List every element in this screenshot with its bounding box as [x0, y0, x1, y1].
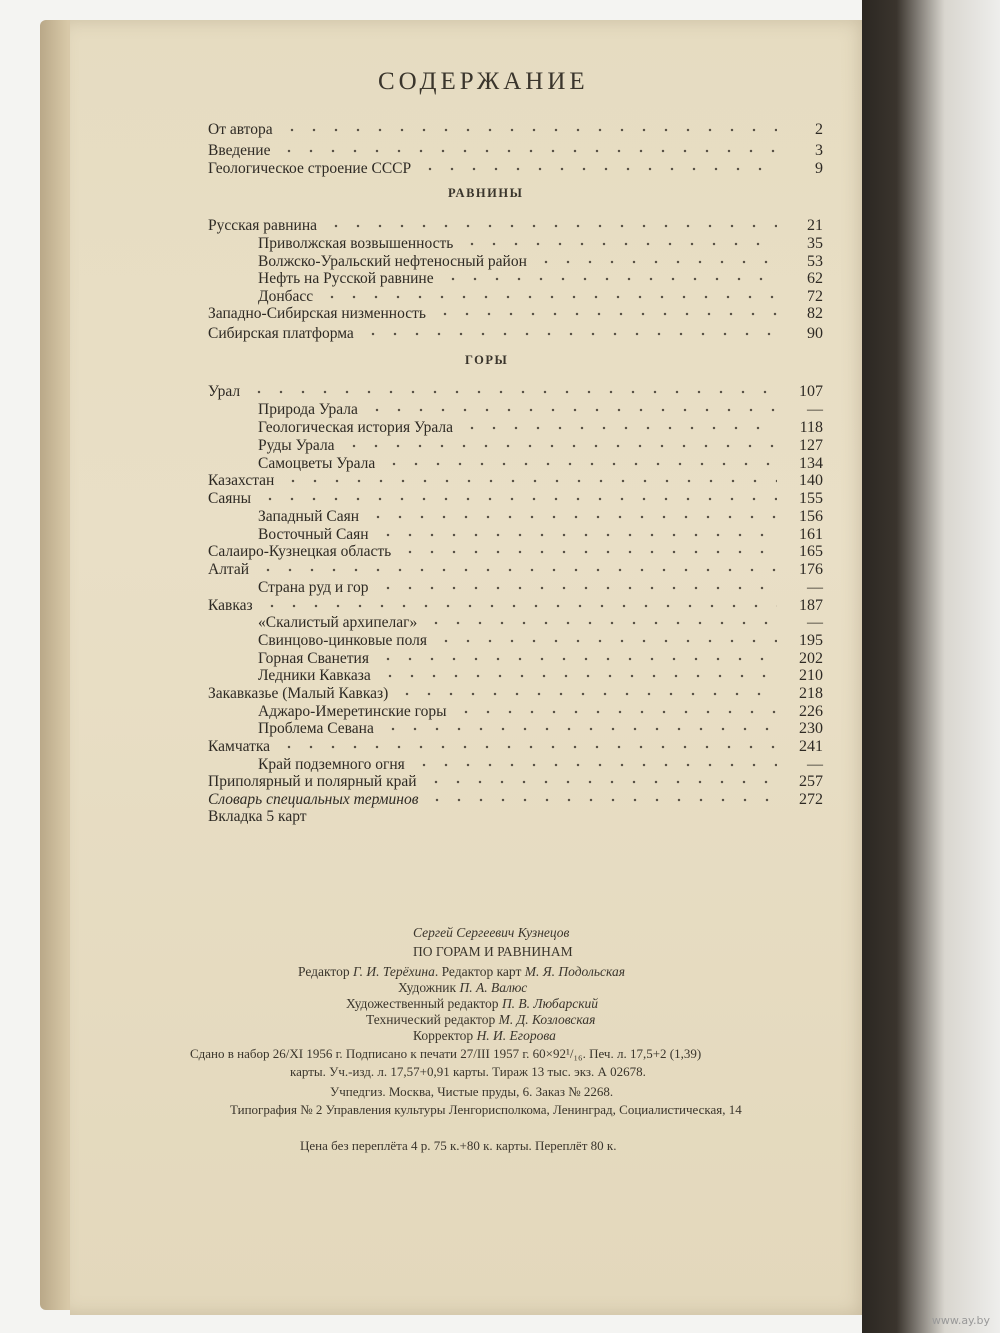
imprint-price: Цена без переплёта 4 р. 75 к.+80 к. карты. Переплёт 80 к. — [300, 1138, 617, 1153]
corrector-name: Н. И. Егорова — [476, 1028, 556, 1043]
toc-leader-dots — [362, 331, 777, 337]
toc-leader-dots — [399, 549, 777, 555]
imprint-print-line-2: карты. Уч.-изд. л. 17,57+0,91 карты. Тираж 13 тыс. экз. А 02678. — [290, 1064, 646, 1079]
toc-entry-label: Закавказье (Малый Кавказ) — [208, 685, 389, 702]
toc-entry-page: 165 — [799, 543, 823, 560]
toc-entry-page: 90 — [807, 325, 823, 342]
toc-entry-label: Приволжская возвышенность — [258, 235, 454, 252]
toc-entry-label: Самоцветы Урала — [258, 455, 376, 472]
toc-entry-label: Аджаро-Имеретинские горы — [258, 703, 447, 720]
toc-title: СОДЕРЖАНИЕ — [378, 68, 589, 95]
toc-leader-dots — [442, 276, 777, 282]
map-editor-name: М. Я. Подольская — [524, 964, 625, 979]
imprint-author: Сергей Сергеевич Кузнецов — [413, 925, 570, 940]
toc-leader-dots — [261, 603, 777, 609]
toc-entry — [258, 418, 823, 438]
toc-entry-label: Руды Урала — [258, 437, 335, 454]
toc-leader-dots — [413, 762, 777, 768]
toc-entry-page: 35 — [807, 235, 823, 252]
imprint-tech-editor — [366, 1012, 595, 1028]
toc-leader-dots — [425, 779, 777, 785]
toc-entry-label: Свинцово-цинковые поля — [258, 632, 427, 649]
imprint-book-title: ПО ГОРАМ И РАВНИНАМ — [413, 944, 573, 959]
toc-entry — [258, 666, 823, 686]
toc-leader-dots — [282, 478, 777, 484]
toc-leader-dots — [281, 127, 777, 133]
toc-entry-page: 202 — [799, 650, 823, 667]
toc-leader-dots — [426, 797, 777, 803]
toc-leader-dots — [455, 709, 777, 715]
toc-entry-label: Введение — [208, 142, 271, 159]
toc-entry-page: 72 — [807, 288, 823, 305]
toc-entry-page: 9 — [815, 160, 823, 177]
toc-leader-dots — [343, 443, 777, 449]
watermark: www.ay.by — [931, 1314, 990, 1327]
imprint-printer: Типография № 2 Управления культуры Ленгорисполкома, Ленинград, Социалистическая, 14 — [230, 1102, 742, 1117]
toc-leader-dots — [419, 166, 777, 172]
toc-section-heading: РАВНИНЫ — [448, 186, 524, 200]
toc-leader-dots — [461, 425, 777, 431]
toc-leader-dots — [379, 673, 777, 679]
toc-entry-page: — — [807, 579, 823, 596]
art-editor-name: П. В. Любарский — [501, 996, 599, 1011]
toc-entry — [258, 234, 823, 254]
toc-entry-label: Приполярный и полярный край — [208, 773, 417, 790]
toc-entry-label: Саяны — [208, 490, 252, 507]
toc-entry — [258, 436, 823, 456]
toc-entry-page: 161 — [799, 526, 823, 543]
toc-entry — [208, 471, 823, 491]
toc-leader-dots — [535, 259, 777, 265]
toc-entry-page: — — [807, 401, 823, 418]
toc-leader-dots — [377, 656, 777, 662]
toc-entry-label: Восточный Саян — [258, 526, 369, 543]
toc-leader-dots — [382, 726, 777, 732]
toc-entry-page: 62 — [807, 270, 823, 287]
toc-leader-dots — [377, 532, 777, 538]
toc-entry-page: — — [807, 614, 823, 631]
toc-entry-page: 210 — [799, 667, 823, 684]
toc-entry-page: 107 — [799, 383, 823, 400]
toc-entry-page: 140 — [799, 472, 823, 489]
toc-entry — [258, 400, 823, 420]
toc-leader-dots — [248, 389, 777, 395]
toc-leader-dots — [278, 148, 777, 154]
toc-entry — [208, 684, 823, 704]
toc-entry-page: 3 — [815, 142, 823, 159]
toc-leader-dots — [435, 638, 777, 644]
toc-entry — [208, 141, 823, 161]
toc-entry — [208, 772, 823, 792]
artist-role: Художник — [398, 980, 460, 995]
toc-entry-page: 187 — [799, 597, 823, 614]
toc-entry-page: 241 — [799, 738, 823, 755]
toc-entry — [208, 737, 823, 757]
toc-entry-page: 82 — [807, 305, 823, 322]
toc-entry-label: «Скалистый архипелаг» — [258, 614, 418, 631]
toc-section-heading: ГОРЫ — [465, 353, 509, 367]
toc-entry-label: Горная Сванетия — [258, 650, 369, 667]
corrector-role: Корректор — [413, 1028, 477, 1043]
toc-leader-dots — [461, 241, 777, 247]
toc-entry-page: 118 — [799, 419, 823, 436]
toc-entry — [208, 560, 823, 580]
toc-entry-label: Словарь специальных терминов — [208, 791, 419, 808]
toc-leader-dots — [383, 461, 777, 467]
toc-leader-dots — [377, 585, 778, 591]
toc-entry-page: 272 — [799, 791, 823, 808]
toc-entry-page: 127 — [799, 437, 823, 454]
editor-name: Г. И. Терёхина — [352, 964, 435, 979]
toc-entry — [258, 719, 823, 739]
toc-entry — [208, 324, 823, 344]
artist-name: П. А. Валюс — [459, 980, 528, 995]
toc-entry-label: Природа Урала — [258, 401, 358, 418]
toc-entry — [208, 159, 823, 179]
toc-entry-page: 134 — [799, 455, 823, 472]
toc-entry — [208, 304, 823, 324]
toc-entry — [258, 507, 823, 527]
toc-entry-label: Камчатка — [208, 738, 271, 755]
toc-entry-page: 230 — [799, 720, 823, 737]
editor-role: Редактор — [298, 964, 353, 979]
imprint-editors — [298, 964, 625, 980]
toc-entry-page: — — [807, 756, 823, 773]
toc-entry-page: 155 — [799, 490, 823, 507]
toc-entry-page: 156 — [799, 508, 823, 525]
toc-entry-label: Русская равнина — [208, 217, 318, 234]
toc-entry-label: Западный Саян — [258, 508, 360, 525]
toc-entry-page: 21 — [807, 217, 823, 234]
toc-entry-label: Алтай — [208, 561, 250, 578]
toc-entry-label: Сибирская платформа — [208, 325, 354, 342]
toc-entry — [208, 542, 823, 562]
toc-entry-label: Нефть на Русской равнине — [258, 270, 434, 287]
toc-entry-page: 218 — [799, 685, 823, 702]
imprint-artist — [398, 980, 527, 996]
toc-entry-page: 176 — [799, 561, 823, 578]
toc-entry-label: Волжско-Уральский нефтеносный район — [258, 253, 527, 270]
toc-leader-dots — [425, 620, 777, 626]
toc-entry — [208, 807, 823, 827]
toc-entry-label: Проблема Севана — [258, 720, 374, 737]
toc-entry-label: Геологическое строение СССР — [208, 160, 412, 177]
tech-editor-role: Технический редактор — [366, 1012, 499, 1027]
toc-leader-dots — [396, 691, 777, 697]
art-editor-role: Художественный редактор — [346, 996, 502, 1011]
toc-entry-label: От автора — [208, 121, 273, 138]
toc-entry — [208, 489, 823, 509]
toc-entry-page: 2 — [815, 121, 823, 138]
toc-leader-dots — [366, 407, 777, 413]
imprint-corrector — [413, 1028, 556, 1044]
toc-entry-label: Кавказ — [208, 597, 253, 614]
imprint-print-line-1: Сдано в набор 26/XI 1956 г. Подписано к печати 27/III 1957 г. 60×92¹/₁₆. Печ. л. 17,5+2 (1,39) — [190, 1046, 702, 1061]
toc-leader-dots — [321, 294, 777, 300]
toc-leader-dots — [434, 311, 777, 317]
toc-entry-label: Вкладка 5 карт — [208, 808, 307, 825]
toc-entry-label: Геологическая история Урала — [258, 419, 453, 436]
toc-entry-label: Ледники Кавказа — [258, 667, 371, 684]
toc-entry-page: 53 — [807, 253, 823, 270]
imprint-publisher: Учпедгиз. Москва, Чистые пруды, 6. Заказ № 2268. — [330, 1084, 614, 1099]
toc-entry-label: Западно-Сибирская низменность — [208, 305, 426, 322]
toc-leader-dots — [257, 567, 777, 573]
map-editor-role: . Редактор карт — [434, 964, 525, 979]
toc-entry-page: 257 — [799, 773, 823, 790]
toc-entry — [258, 613, 823, 633]
toc-entry — [258, 578, 823, 598]
toc-entry-page: 195 — [799, 632, 823, 649]
toc-entry-label: Край подземного огня — [258, 756, 405, 773]
toc-leader-dots — [259, 496, 777, 502]
toc-entry — [208, 120, 823, 140]
toc-entry-label: Страна руд и гор — [258, 579, 369, 596]
toc-entry-page: 226 — [799, 703, 823, 720]
toc-entry — [258, 269, 823, 289]
imprint-art-editor — [346, 996, 598, 1012]
tech-editor-name: М. Д. Козловская — [498, 1012, 596, 1027]
toc-entry — [208, 382, 823, 402]
toc-entry-label: Салаиро-Кузнецкая область — [208, 543, 392, 560]
toc-leader-dots — [325, 223, 777, 229]
toc-entry — [258, 631, 823, 651]
toc-entry-label: Донбасс — [258, 288, 314, 305]
toc-leader-dots — [278, 744, 777, 750]
book-cover — [862, 0, 1000, 1333]
toc-entry-label: Урал — [208, 383, 241, 400]
toc-leader-dots — [367, 514, 777, 520]
toc-entry — [208, 216, 823, 236]
toc-entry-label: Казахстан — [208, 472, 275, 489]
